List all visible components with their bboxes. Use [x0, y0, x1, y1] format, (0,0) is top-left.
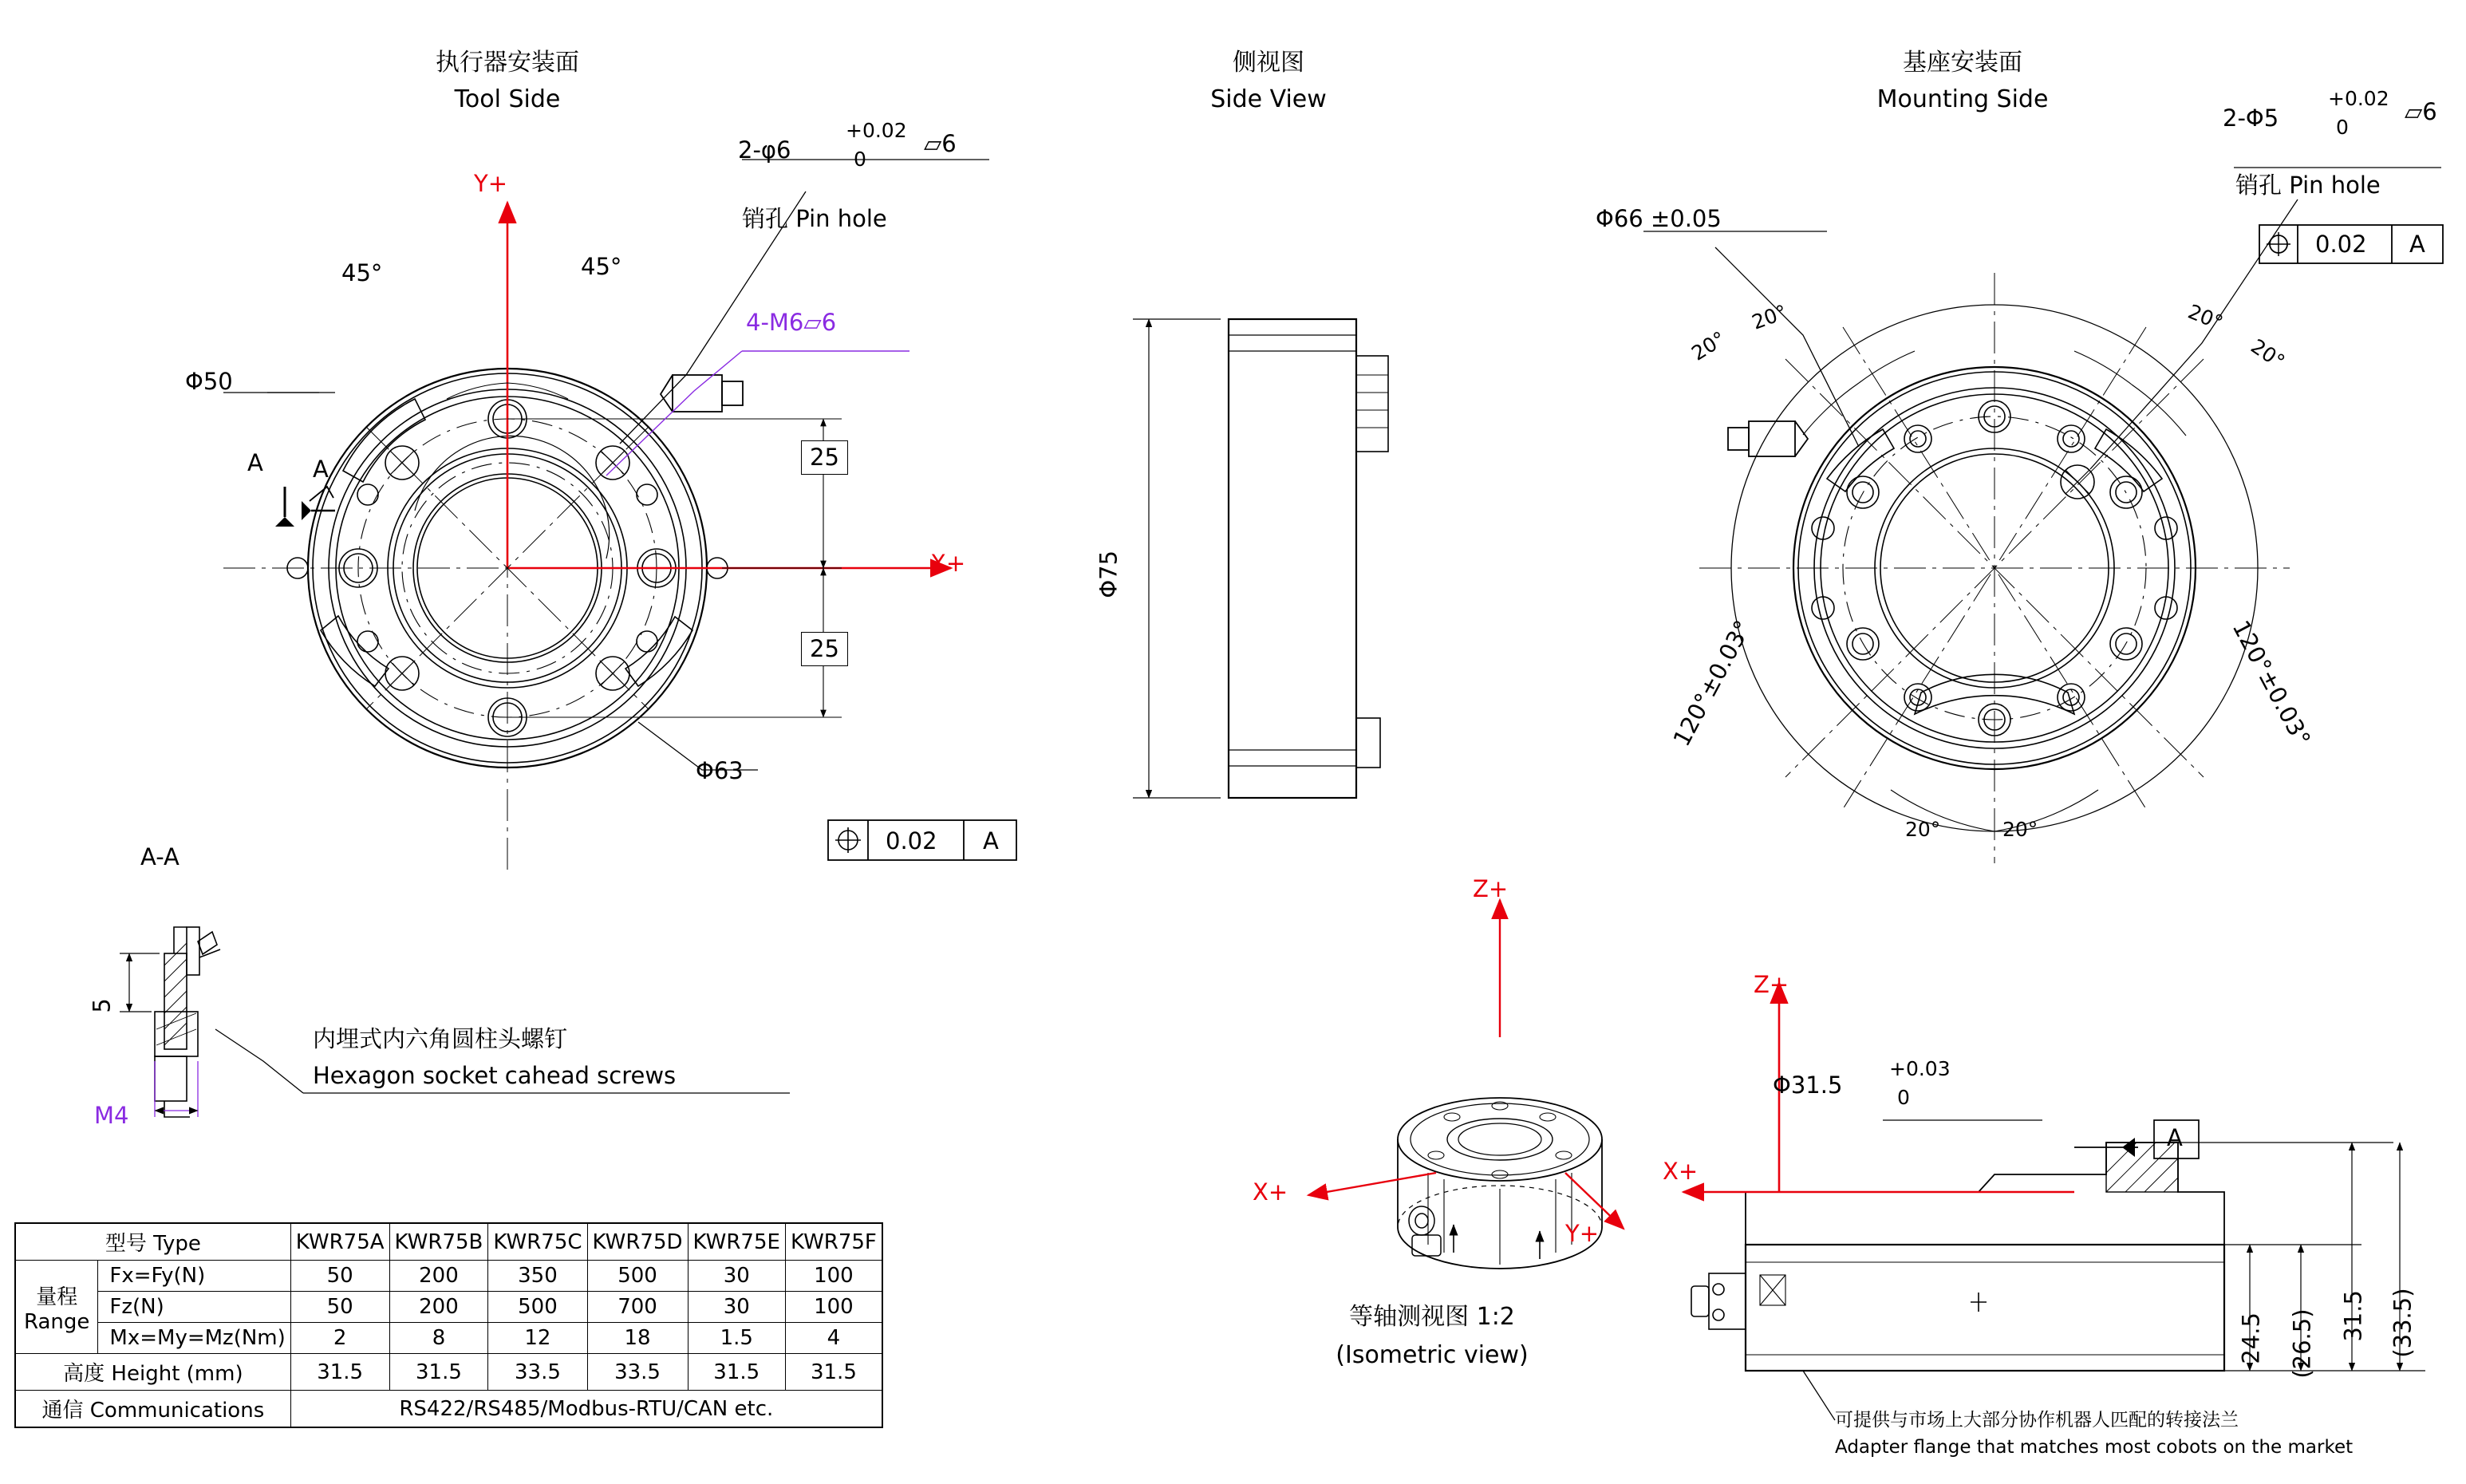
- row-label-fz: Fz(N): [98, 1292, 290, 1323]
- mount-angle-4: 20°: [1905, 818, 1941, 841]
- cell-fz-f: 100: [785, 1292, 882, 1323]
- mount-pin-hole-tol-bot: 0: [2336, 116, 2349, 139]
- section-note-cn: 内埋式内六角圆柱头螺钉: [313, 1025, 568, 1052]
- tool-side-title-en: Tool Side: [454, 85, 561, 113]
- mount-angle-1: 20°: [1749, 300, 1790, 334]
- cell-fz-d: 700: [587, 1292, 688, 1323]
- section-thread-m4: M4: [94, 1102, 129, 1129]
- tool-thread-callout: 4-M6⏥6: [746, 309, 837, 336]
- iso-axis-z: Z+: [1473, 875, 1509, 902]
- side-view-drawing: [1133, 319, 1388, 798]
- mount-angle-120-left: 120°±0.03°: [1667, 615, 1757, 751]
- section-note-en: Hexagon socket cahead screws: [313, 1062, 677, 1089]
- cell-m-e: 1.5: [688, 1323, 785, 1354]
- mount-pin-hole-label: 销孔 Pin hole: [2235, 172, 2381, 199]
- iso-title-cn: 等轴测视图 1:2: [1349, 1303, 1515, 1331]
- header-col-6: KWR75F: [785, 1223, 882, 1261]
- range-label-cn: 量程: [36, 1285, 78, 1309]
- row-label-height: 高度 Height (mm): [15, 1354, 290, 1391]
- mount-angle-3: 20°: [2247, 334, 2290, 374]
- iso-title-en: (Isometric view): [1336, 1341, 1529, 1369]
- tool-angle-left: 45°: [341, 259, 383, 286]
- side-view-dia-75: Φ75: [1095, 551, 1123, 599]
- tool-dim-25-top: 25: [801, 440, 848, 475]
- iso-axis-x: X+: [1253, 1178, 1288, 1206]
- tool-datum-a-1: A: [247, 449, 263, 476]
- cell-comm-value: RS422/RS485/Modbus-RTU/CAN etc.: [290, 1391, 882, 1428]
- cell-fxfy-d: 500: [587, 1261, 688, 1292]
- mount-pin-hole-tol-top: +0.02: [2328, 87, 2389, 110]
- cell-h-e: 31.5: [688, 1354, 785, 1391]
- cell-fz-e: 30: [688, 1292, 785, 1323]
- right-dia-315: Φ31.5: [1773, 1072, 1843, 1099]
- cell-fz-b: 200: [389, 1292, 488, 1323]
- table-row: [15, 1261, 882, 1292]
- tool-pin-hole-tol-bot: 0: [854, 148, 866, 171]
- tool-pin-hole-spec: 2-φ6: [738, 136, 791, 164]
- tool-pin-hole-tol-top: +0.02: [846, 119, 907, 142]
- isometric-drawing: [1308, 900, 1624, 1269]
- cell-fxfy-c: 350: [488, 1261, 587, 1292]
- row-label-fxfy: Fx=Fy(N): [98, 1261, 290, 1292]
- header-col-5: KWR75E: [688, 1223, 785, 1261]
- range-label-en: Range: [24, 1309, 90, 1334]
- cell-m-c: 12: [488, 1323, 587, 1354]
- section-dim-5: 5: [88, 998, 116, 1014]
- right-dim-265: (26.5): [2288, 1308, 2316, 1379]
- table-row: [15, 1354, 882, 1391]
- right-axis-x: X+: [1663, 1158, 1699, 1185]
- row-label-moments: Mx=My=Mz(Nm): [98, 1323, 290, 1354]
- table-row: [15, 1323, 882, 1354]
- cell-fxfy-b: 200: [389, 1261, 488, 1292]
- right-dim-315: 31.5: [2339, 1290, 2367, 1343]
- cell-m-d: 18: [587, 1323, 688, 1354]
- mount-dia-66: Φ66 ±0.05: [1596, 205, 1722, 232]
- tool-angle-right: 45°: [581, 253, 622, 280]
- side-view-title-cn: 侧视图: [1233, 49, 1304, 77]
- mount-gdt-datum: A: [2409, 231, 2425, 258]
- cell-h-f: 31.5: [785, 1354, 882, 1391]
- mount-angle-2: 20°: [2184, 299, 2227, 335]
- header-col-1: KWR75A: [290, 1223, 389, 1261]
- cell-fxfy-e: 30: [688, 1261, 785, 1292]
- right-note-cn: 可提供与市场上大部分协作机器人匹配的转接法兰: [1835, 1410, 2239, 1431]
- tool-axis-x: X+: [930, 550, 966, 577]
- tool-axis-y: Y+: [474, 170, 508, 197]
- tool-dia-50: Φ50: [185, 368, 233, 395]
- spec-table: [14, 1222, 883, 1428]
- tool-datum-a-2: A: [313, 456, 329, 483]
- mounting-side-title-cn: 基座安装面: [1903, 49, 2022, 77]
- right-tol-top: +0.03: [1889, 1057, 1951, 1080]
- cell-h-d: 33.5: [587, 1354, 688, 1391]
- mount-pin-hole-depth: ⏥6: [2405, 98, 2437, 125]
- right-dim-245: 24.5: [2237, 1312, 2265, 1365]
- cell-m-f: 4: [785, 1323, 882, 1354]
- mount-pin-hole-spec: 2-Φ5: [2223, 105, 2279, 132]
- mount-angle-120-right: 120°±0.03°: [2227, 615, 2316, 751]
- mount-gdt-value: 0.02: [2315, 231, 2367, 258]
- table-header-row: [15, 1223, 882, 1261]
- cell-h-c: 33.5: [488, 1354, 587, 1391]
- right-dim-335: (33.5): [2389, 1288, 2417, 1359]
- cell-h-a: 31.5: [290, 1354, 389, 1391]
- right-datum-a: A: [2167, 1124, 2183, 1151]
- header-col-3: KWR75C: [488, 1223, 587, 1261]
- mount-angle-5: 20°: [2002, 818, 2038, 841]
- cell-h-b: 31.5: [389, 1354, 488, 1391]
- tool-gdt-value: 0.02: [886, 827, 937, 854]
- cell-fz-a: 50: [290, 1292, 389, 1323]
- cell-fxfy-f: 100: [785, 1261, 882, 1292]
- mounting-side-title-en: Mounting Side: [1876, 85, 2049, 113]
- row-label-comm: 通信 Communications: [15, 1391, 290, 1428]
- tool-gdt-datum: A: [983, 827, 999, 854]
- right-note-en: Adapter flange that matches most cobots on the market: [1835, 1437, 2354, 1458]
- tool-side-title-cn: 执行器安装面: [436, 49, 579, 77]
- tool-pin-hole-label: 销孔 Pin hole: [742, 205, 887, 232]
- section-aa-label: A-A: [140, 843, 180, 870]
- header-col-4: KWR75D: [587, 1223, 688, 1261]
- header-type: 型号 Type: [15, 1223, 290, 1261]
- cell-m-a: 2: [290, 1323, 389, 1354]
- tool-dim-25-bot: 25: [801, 632, 848, 666]
- tool-pin-hole-depth: ⏥6: [924, 130, 957, 157]
- cell-m-b: 8: [389, 1323, 488, 1354]
- cell-fxfy-a: 50: [290, 1261, 389, 1292]
- right-axis-z: Z+: [1754, 971, 1789, 998]
- tool-dia-63: Φ63: [696, 757, 744, 784]
- mount-angle-0: 20°: [1687, 326, 1730, 365]
- cell-fz-c: 500: [488, 1292, 587, 1323]
- mounting-side-drawing: [1643, 168, 2443, 863]
- iso-axis-y: Y+: [1565, 1220, 1600, 1247]
- side-view-title-en: Side View: [1210, 85, 1327, 113]
- table-row: [15, 1292, 882, 1323]
- header-col-2: KWR75B: [389, 1223, 488, 1261]
- table-row: [15, 1391, 882, 1428]
- right-tol-bot: 0: [1897, 1086, 1910, 1109]
- range-group-label: [15, 1261, 98, 1354]
